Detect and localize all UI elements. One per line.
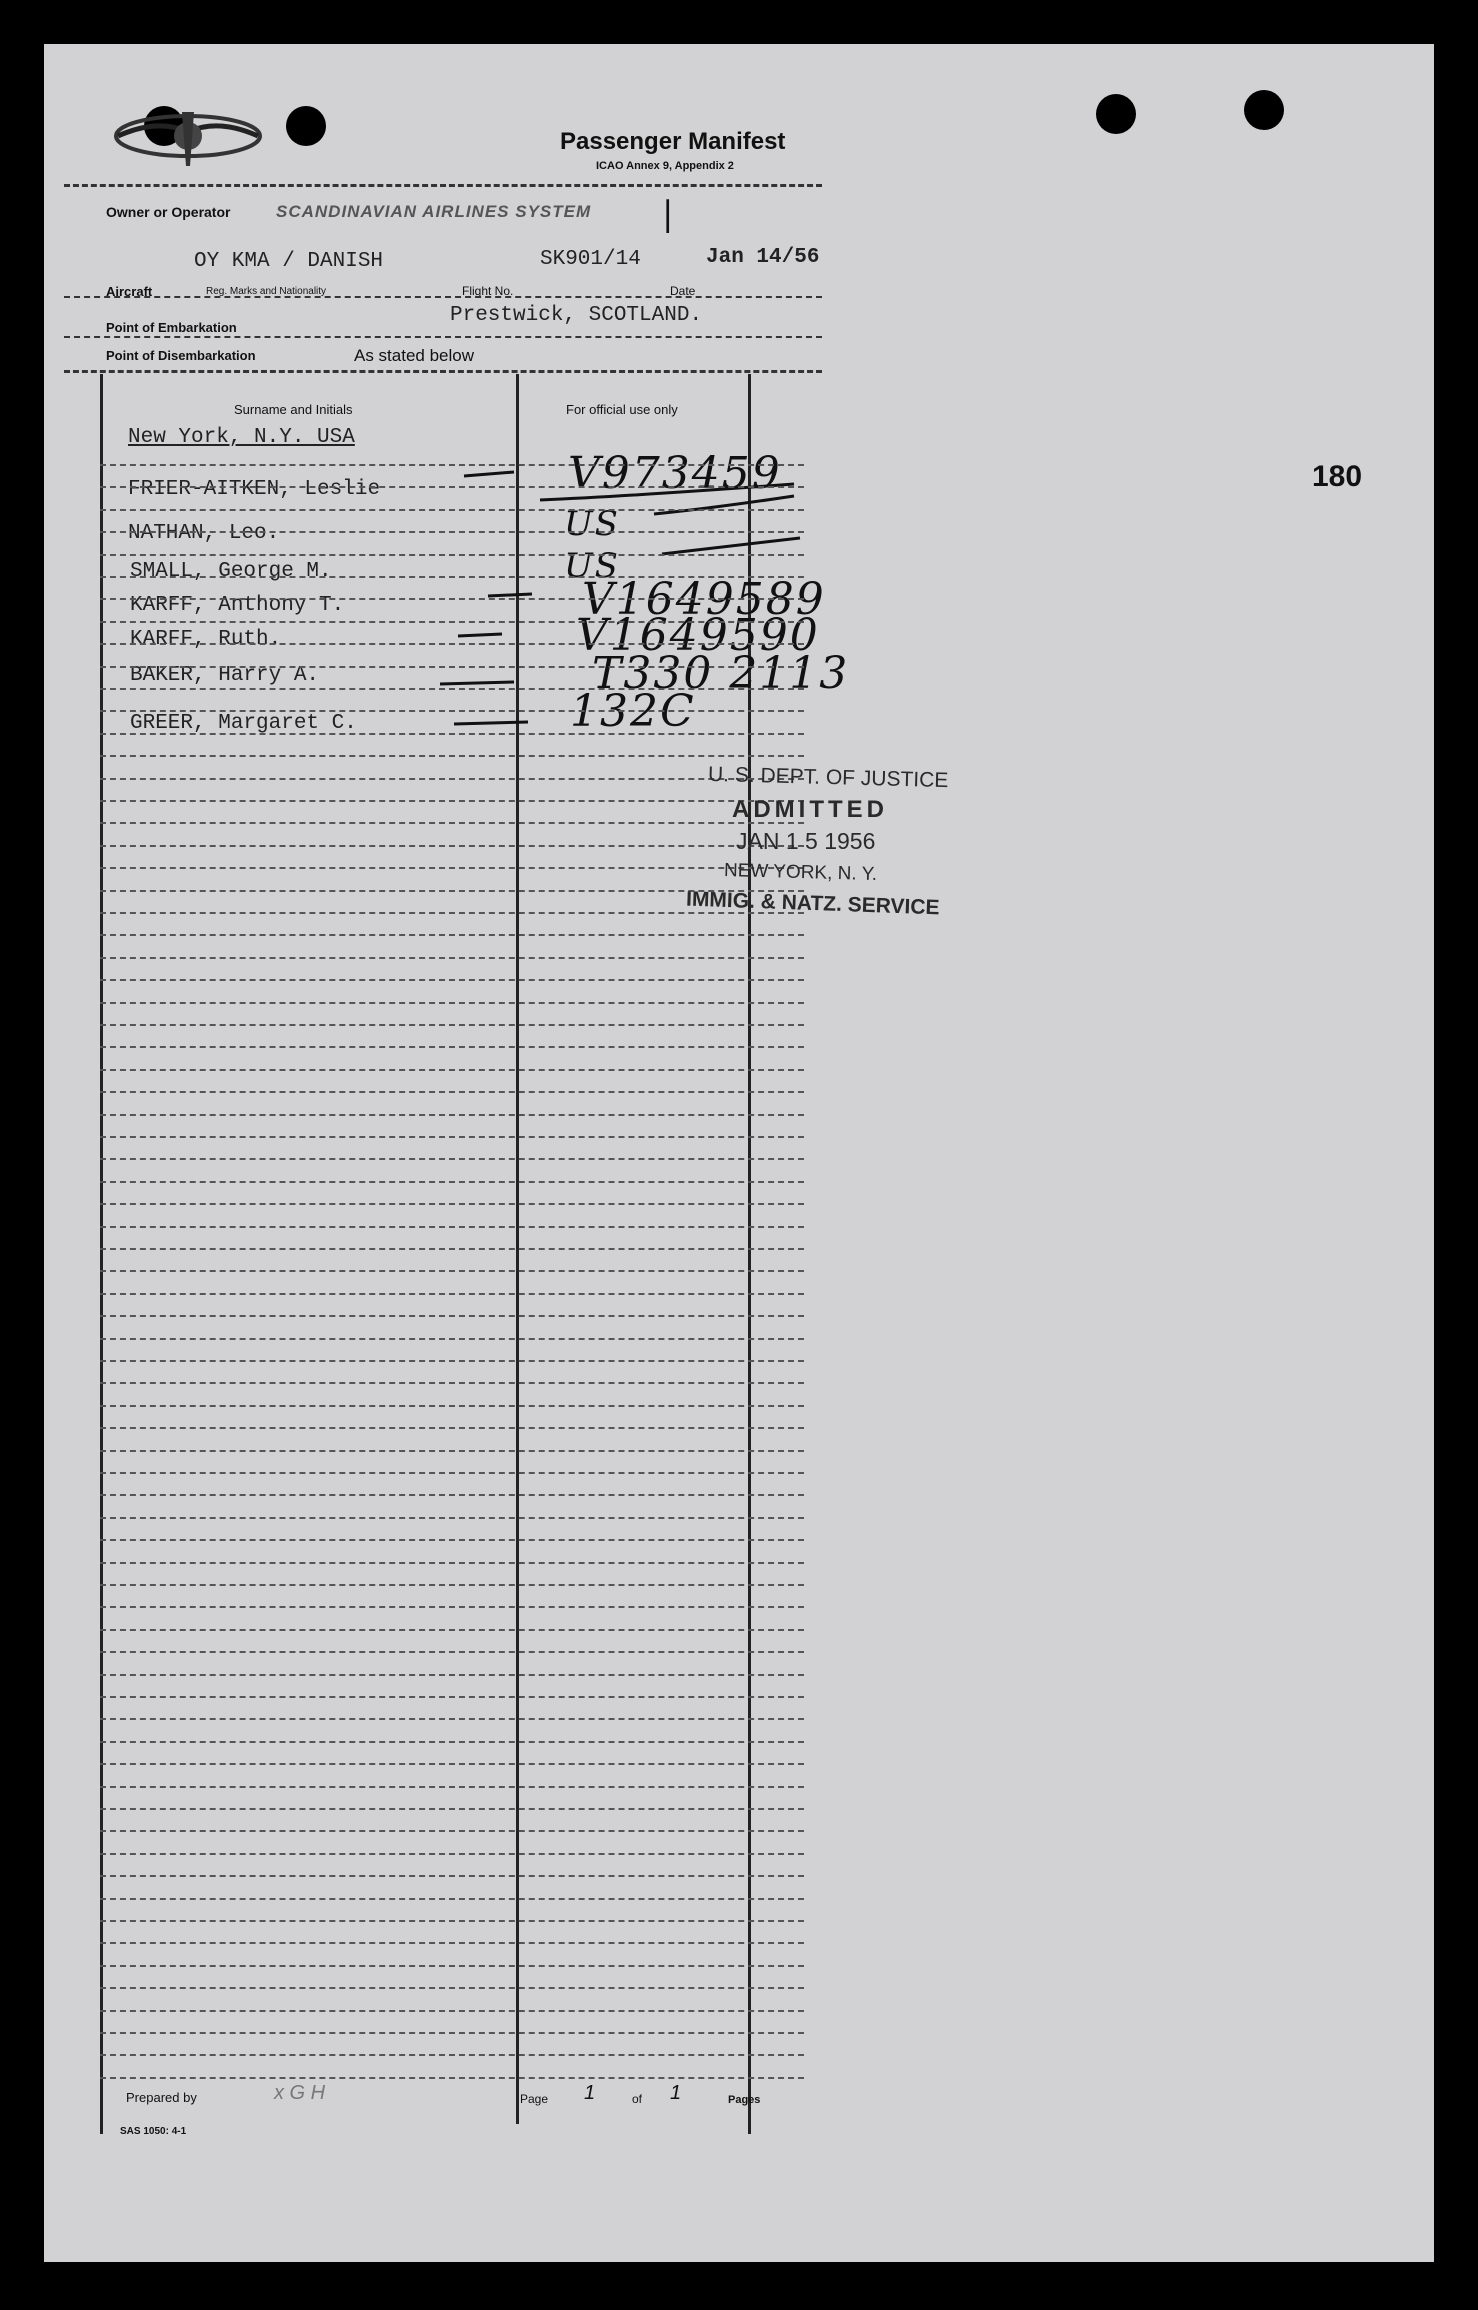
destination-value: New York, N.Y. USA [128,426,355,449]
row-rule [100,643,804,645]
row-rule [100,1763,804,1765]
stamp-line-dept: U. S. DEPT. OF JUSTICE [707,762,949,793]
row-rule [100,957,804,959]
row-rule [100,509,804,511]
row-rule [100,1114,804,1116]
of-label: of [632,2092,643,2106]
row-rule [100,1629,804,1631]
disembark-label: Point of Disembarkation [106,348,256,363]
official-entry: V973459 [568,448,782,499]
page-value: 1 [584,2082,596,2104]
official-column-header: For official use only [566,402,678,417]
passenger-name: KARFF, Anthony T. [130,594,345,617]
official-entry: US [564,504,620,544]
form-title: Passenger Manifest [560,128,786,155]
row-rule [100,688,804,690]
pages-label: Pages [728,2094,761,2106]
passenger-name: GREER, Margaret C. [130,712,357,735]
stamp-line-service: IMMIG. & NATZ. SERVICE [685,887,940,920]
manifest-paper [44,44,1434,2262]
row-rule [100,867,804,869]
flight-value: SK901/14 [540,248,641,271]
row-rule [100,1741,804,1743]
owner-mark: | [662,194,676,234]
stamp-line-date: JAN 1 5 1956 [736,828,876,854]
official-entry: T330 2113 [592,648,850,699]
surname-column-header: Surname and Initials [234,402,353,417]
of-value: 1 [670,2082,682,2104]
form-subtitle: ICAO Annex 9, Appendix 2 [596,160,734,172]
flight-label: Flight No. [462,284,514,298]
row-rule [100,2010,804,2012]
row-rule [100,1965,804,1967]
row-rule [100,733,804,735]
row-rule [100,1181,804,1183]
row-rule [100,1539,804,1541]
row-rule [100,778,804,780]
passenger-name: BAKER, Harry A. [130,664,320,687]
row-rule [100,1136,804,1138]
row-rule [100,2054,804,2056]
row-rule [100,1203,804,1205]
aircraft-value: OY KMA / DANISH [194,250,384,273]
handwritten-marks [44,44,844,784]
disembark-value: As stated below [354,346,475,365]
row-rule [100,1315,804,1317]
row-rule [100,1606,804,1608]
row-rule [100,531,804,533]
row-rule [100,1942,804,1944]
prepared-by-value: x G H [274,2082,326,2104]
embark-label: Point of Embarkation [106,320,237,335]
row-rule [100,755,804,757]
row-rule [100,1562,804,1564]
row-rule [100,1360,804,1362]
owner-value: SCANDINAVIAN AIRLINES SYSTEM [276,202,592,221]
passenger-name: SMALL, George M. [130,560,332,583]
row-rule [100,979,804,981]
aircraft-sub-label: Reg. Marks and Nationality [206,286,327,297]
embark-value: Prestwick, SCOTLAND. [450,304,703,327]
row-rule [100,710,804,712]
row-rule [100,1786,804,1788]
row-rule [100,666,804,668]
row-rule [100,1987,804,1989]
row-rule [100,800,804,802]
row-rule [100,1696,804,1698]
page-number: 180 [1312,460,1363,493]
row-rule [100,1584,804,1586]
row-rule [100,1853,804,1855]
row-rule [100,822,804,824]
row-rule [100,621,804,623]
row-rule [100,1069,804,1071]
date-value: Jan 14/56 [706,246,820,269]
date-label: Date [670,284,696,298]
row-rule [100,1270,804,1272]
official-entry: 132C [570,686,696,737]
row-rule [100,1494,804,1496]
row-rule [100,1091,804,1093]
row-rule [100,1718,804,1720]
row-rule [100,576,804,578]
row-rule [100,1338,804,1340]
row-rule [100,1002,804,1004]
row-rule [100,1674,804,1676]
punch-hole [1244,90,1284,130]
row-rule [100,1293,804,1295]
passenger-name: KARFF, Ruth. [130,628,282,651]
row-rule [100,912,804,914]
row-rule [100,1226,804,1228]
punch-hole [1096,94,1136,134]
row-rule [100,1382,804,1384]
row-rule [100,2077,804,2079]
row-rule [100,1651,804,1653]
stamp-line-city: NEW YORK, N. Y. [723,859,878,886]
official-entry: V1649590 [576,610,820,661]
row-rule [100,934,804,936]
row-rule [100,845,804,847]
stamp-line-admitted: ADMITTED [732,796,888,823]
row-rule [100,464,804,466]
row-rule [100,1875,804,1877]
row-rule [100,1405,804,1407]
page-label: Page [520,2092,549,2106]
aircraft-label: Aircraft [106,284,153,299]
row-rule [100,1830,804,1832]
row-rule [100,1450,804,1452]
passenger-name: FRIER-AITKEN, Leslie [128,478,381,501]
form-code: SAS 1050: 4-1 [120,2126,187,2137]
owner-label: Owner or Operator [106,204,231,220]
prepared-by-label: Prepared by [126,2090,197,2105]
row-rule [100,554,804,556]
row-rule [100,1517,804,1519]
row-rule [100,2032,804,2034]
row-rule [100,1920,804,1922]
row-rule [100,1046,804,1048]
row-rule [100,1427,804,1429]
row-rule [100,1898,804,1900]
row-rule [100,1158,804,1160]
row-rule [100,486,804,488]
row-rule [100,1024,804,1026]
official-entry: V1649589 [582,574,826,625]
official-entry: US [564,546,620,586]
passenger-name: NATHAN, Leo. [128,522,280,545]
row-rule [100,1808,804,1810]
row-rule [100,598,804,600]
row-rule [100,1248,804,1250]
row-rule [100,1472,804,1474]
